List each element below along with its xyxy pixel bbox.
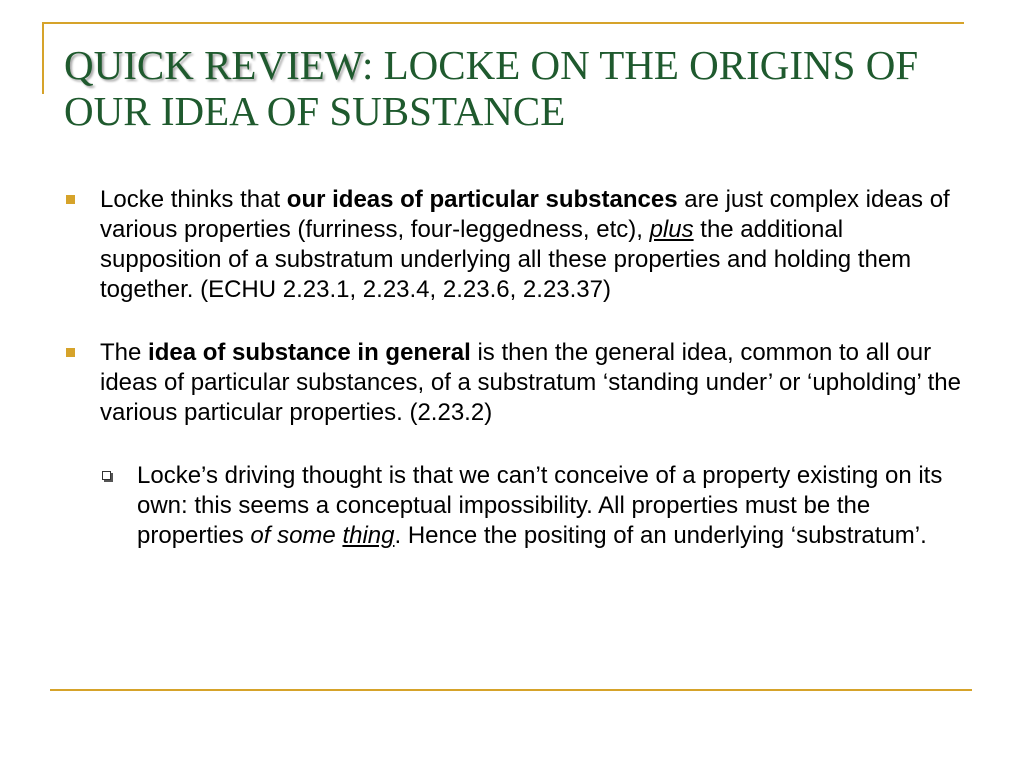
bullet-text-pre: The: [100, 339, 149, 366]
bullet-item-substance-in-general: [62, 338, 962, 428]
sub-bullet-text-pre: Locke’s driving thought is that we can’t conceive of a property existing on its own: this seems a conceptual impossibility. All properties must be the properties: [137, 462, 943, 549]
slide-title-rest: : LOCKE ON THE ORIGINS OF OUR IDEA OF SUBSTANCE: [64, 42, 919, 134]
bullet-text-post: is then the general idea, common to all our ideas of particular substances, of a substratum ‘standing under’ or ‘upholding’ the various particular properties. (2.23.2): [100, 339, 961, 426]
bullet-text-mid: are just complex ideas of various properties (furriness, four-leggedness, etc),: [100, 186, 950, 243]
sub-bullet-item-driving-thought: [100, 461, 962, 551]
frame-left-rule: [42, 22, 44, 94]
hollow-square-bullet-icon: [102, 471, 111, 480]
sub-bullet-text-post: . Hence the positing of an underlying ‘substratum’.: [394, 522, 927, 549]
square-bullet-icon: [66, 348, 75, 357]
bullet-text-bold: our ideas of particular substances: [286, 186, 678, 213]
sub-bullet-text-thing: thing: [342, 522, 395, 549]
sub-bullet-text-italic: of some: [250, 522, 336, 549]
bullet-text-bold: idea of substance in general: [148, 339, 471, 366]
bullet-text-post: the additional supposition of a substratum underlying all these properties and holding them together. (ECHU 2.23.1, 2.23.4, 2.23.6, 2.23.37): [100, 216, 912, 303]
bullet-text-plus: plus: [649, 216, 694, 243]
frame-bottom-rule: [50, 689, 972, 691]
bullet-text-pre: Locke thinks that: [100, 186, 287, 213]
slide-title: [64, 42, 984, 134]
slide-title-emphasis: QUICK REVIEW: [64, 42, 362, 88]
slide-body: [62, 185, 962, 551]
square-bullet-icon: [66, 195, 75, 204]
frame-top-rule: [42, 22, 964, 24]
bullet-item-particular-substances: [62, 185, 962, 305]
